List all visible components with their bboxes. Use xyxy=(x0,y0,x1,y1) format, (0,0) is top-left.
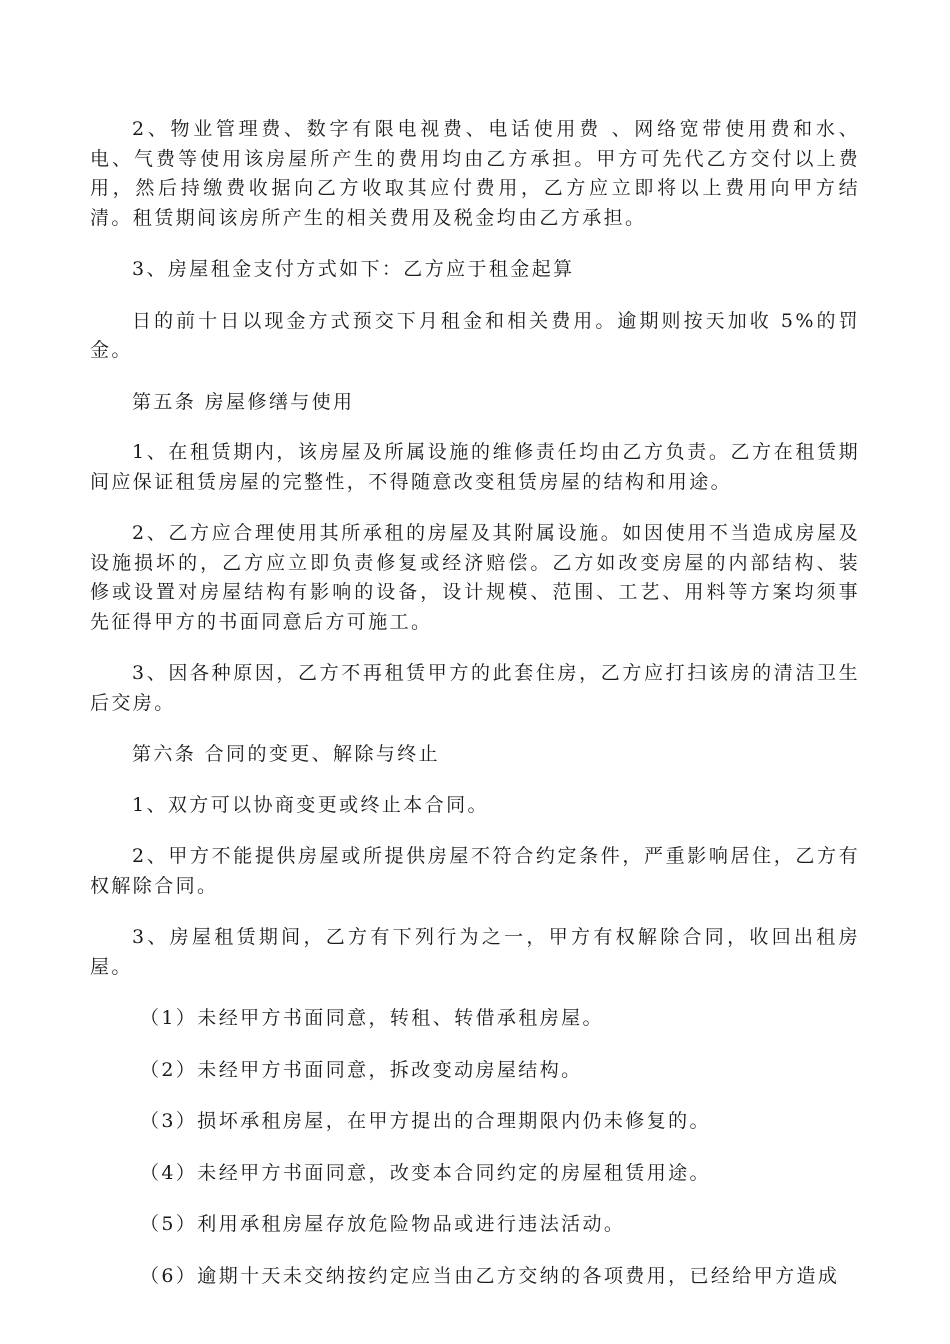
clause-paragraph: 日的前十日以现金方式预交下月租金和相关费用。逾期则按天加收 5%的罚金。 xyxy=(90,309,860,361)
document-page xyxy=(90,115,860,1313)
list-item: （6）逾期十天未交纳按约定应当由乙方交纳的各项费用，已经给甲方造成 xyxy=(140,1264,840,1287)
clause-paragraph: 3、房屋租赁期间，乙方有下列行为之一，甲方有权解除合同，收回出租房屋。 xyxy=(90,926,860,978)
clause-paragraph: 2、物业管理费、数字有限电视费、电话使用费 、网络宽带使用费和水、电、气费等使用该房屋所产生的费用均由乙方承担。甲方可先代乙方交付以上费用，然后持缴费收据向乙方收取其应付费用，乙方应立即将以上费用向甲方结清。租赁期间该房所产生的相关费用及税金均由乙方承担。 xyxy=(90,118,860,229)
clause-paragraph: 1、在租赁期内，该房屋及所属设施的维修责任均由乙方负责。乙方在租赁期间应保证租赁房屋的完整性，不得随意改变租赁房屋的结构和用途。 xyxy=(90,441,860,493)
article-heading: 第五条 房屋修缮与使用 xyxy=(132,390,355,413)
article-heading: 第六条 合同的变更、解除与终止 xyxy=(132,743,441,765)
list-item: （4）未经甲方书面同意，改变本合同约定的房屋租赁用途。 xyxy=(140,1161,711,1184)
clause-paragraph: 3、因各种原因，乙方不再租赁甲方的此套住房，乙方应打扫该房的清洁卫生后交房。 xyxy=(90,662,860,714)
list-item: （2）未经甲方书面同意，拆改变动房屋结构。 xyxy=(140,1058,583,1081)
list-item: （1）未经甲方书面同意，转租、转借承租房屋。 xyxy=(140,1007,604,1029)
clause-paragraph: 2、甲方不能提供房屋或所提供房屋不符合约定条件，严重影响居住，乙方有权解除合同。 xyxy=(90,845,860,897)
clause-paragraph: 3、房屋租金支付方式如下：乙方应于租金起算 xyxy=(132,258,575,280)
clause-paragraph: 1、双方可以协商变更或终止本合同。 xyxy=(132,793,489,816)
list-item: （5）利用承租房屋存放危险物品或进行违法活动。 xyxy=(140,1213,626,1235)
list-item: （3）损坏承租房屋，在甲方提出的合理期限内仍未修复的。 xyxy=(140,1110,711,1132)
clause-paragraph: 2、乙方应合理使用其所承租的房屋及其附属设施。如因使用不当造成房屋及设施损坏的，乙方应立即负责修复或经济赔偿。乙方如改变房屋的内部结构、装修或设置对房屋结构有影响的设备，设计规模、范围、工艺、用料等方案均须事先征得甲方的书面同意后方可施工。 xyxy=(90,522,860,633)
